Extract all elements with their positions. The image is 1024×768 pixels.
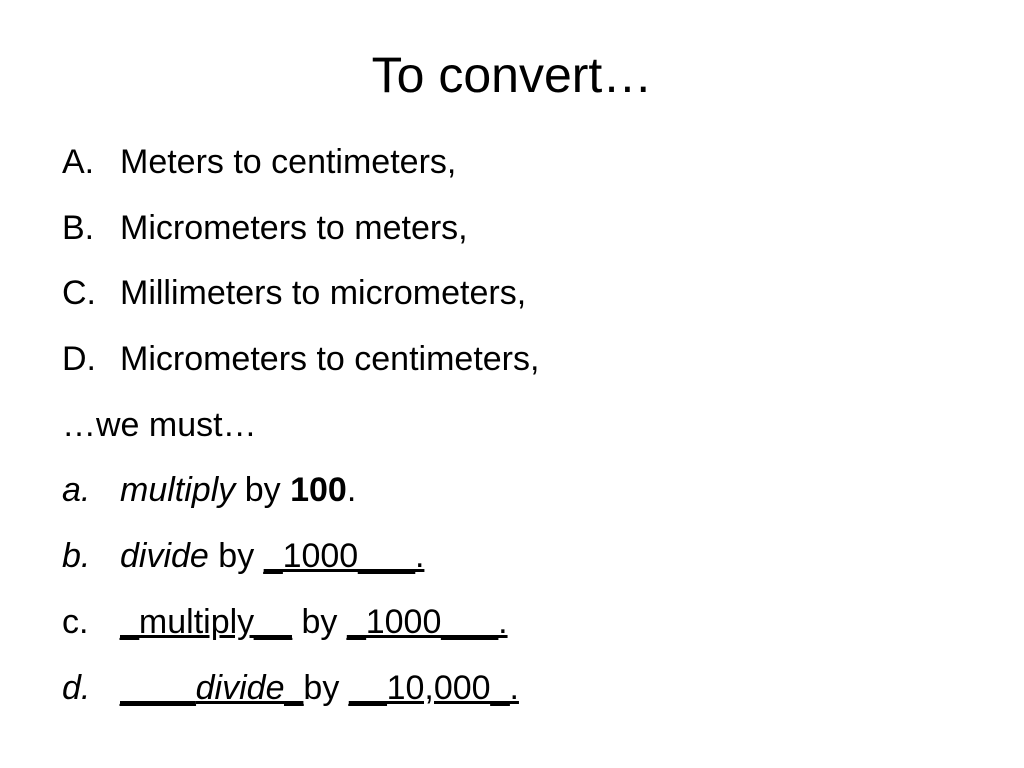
list-marker: a. — [62, 471, 91, 510]
list-marker: d. — [62, 668, 91, 707]
blank-trail: _ — [284, 668, 304, 707]
by-word: by — [301, 602, 338, 641]
list-marker: c. — [62, 602, 89, 641]
operation-word: divide — [195, 668, 285, 707]
slide-body — [62, 130, 962, 721]
list-item-d-upper — [62, 327, 962, 393]
list-marker: A. — [62, 143, 95, 181]
list-item-b-upper — [62, 196, 962, 262]
answer-d — [62, 656, 962, 722]
answer-text — [120, 656, 519, 722]
filled-blank-value: _1000___. — [346, 602, 508, 641]
by-word: by — [244, 471, 281, 510]
filled-blank-value: _1000___. — [263, 537, 425, 576]
list-marker: B. — [62, 208, 95, 247]
list-marker: D. — [62, 340, 96, 379]
list-marker: C. — [62, 274, 96, 313]
by-word: by — [303, 668, 340, 707]
period: . — [346, 471, 357, 510]
answer-c — [62, 590, 962, 656]
list-item-text: Micrometers to centimeters, — [120, 340, 540, 379]
filled-blank-value: __10,000_. — [348, 668, 519, 707]
by-word: by — [218, 537, 255, 576]
list-item-a-upper — [62, 130, 962, 196]
answer-a — [62, 458, 962, 524]
blank-lead: ____ — [120, 668, 196, 707]
operation-word: multiply — [120, 471, 236, 510]
answer-b — [62, 524, 962, 590]
list-marker: b. — [62, 537, 91, 576]
transition-line — [62, 393, 962, 459]
slide-title: To convert… — [371, 47, 653, 103]
answer-text — [120, 458, 356, 524]
factor-value: 100 — [290, 471, 347, 510]
answer-text — [120, 524, 424, 590]
operation-word: divide — [120, 537, 209, 576]
list-item-c-upper — [62, 261, 962, 327]
list-item-text: Meters to centimeters, — [120, 143, 457, 181]
filled-blank-operation: _multiply__ — [120, 602, 292, 641]
transition-text: …we must… — [62, 405, 257, 444]
list-item-text: Millimeters to micrometers, — [120, 274, 527, 313]
answer-text — [120, 590, 508, 656]
filled-blank-operation — [120, 669, 303, 707]
list-item-text: Micrometers to meters, — [120, 208, 468, 247]
